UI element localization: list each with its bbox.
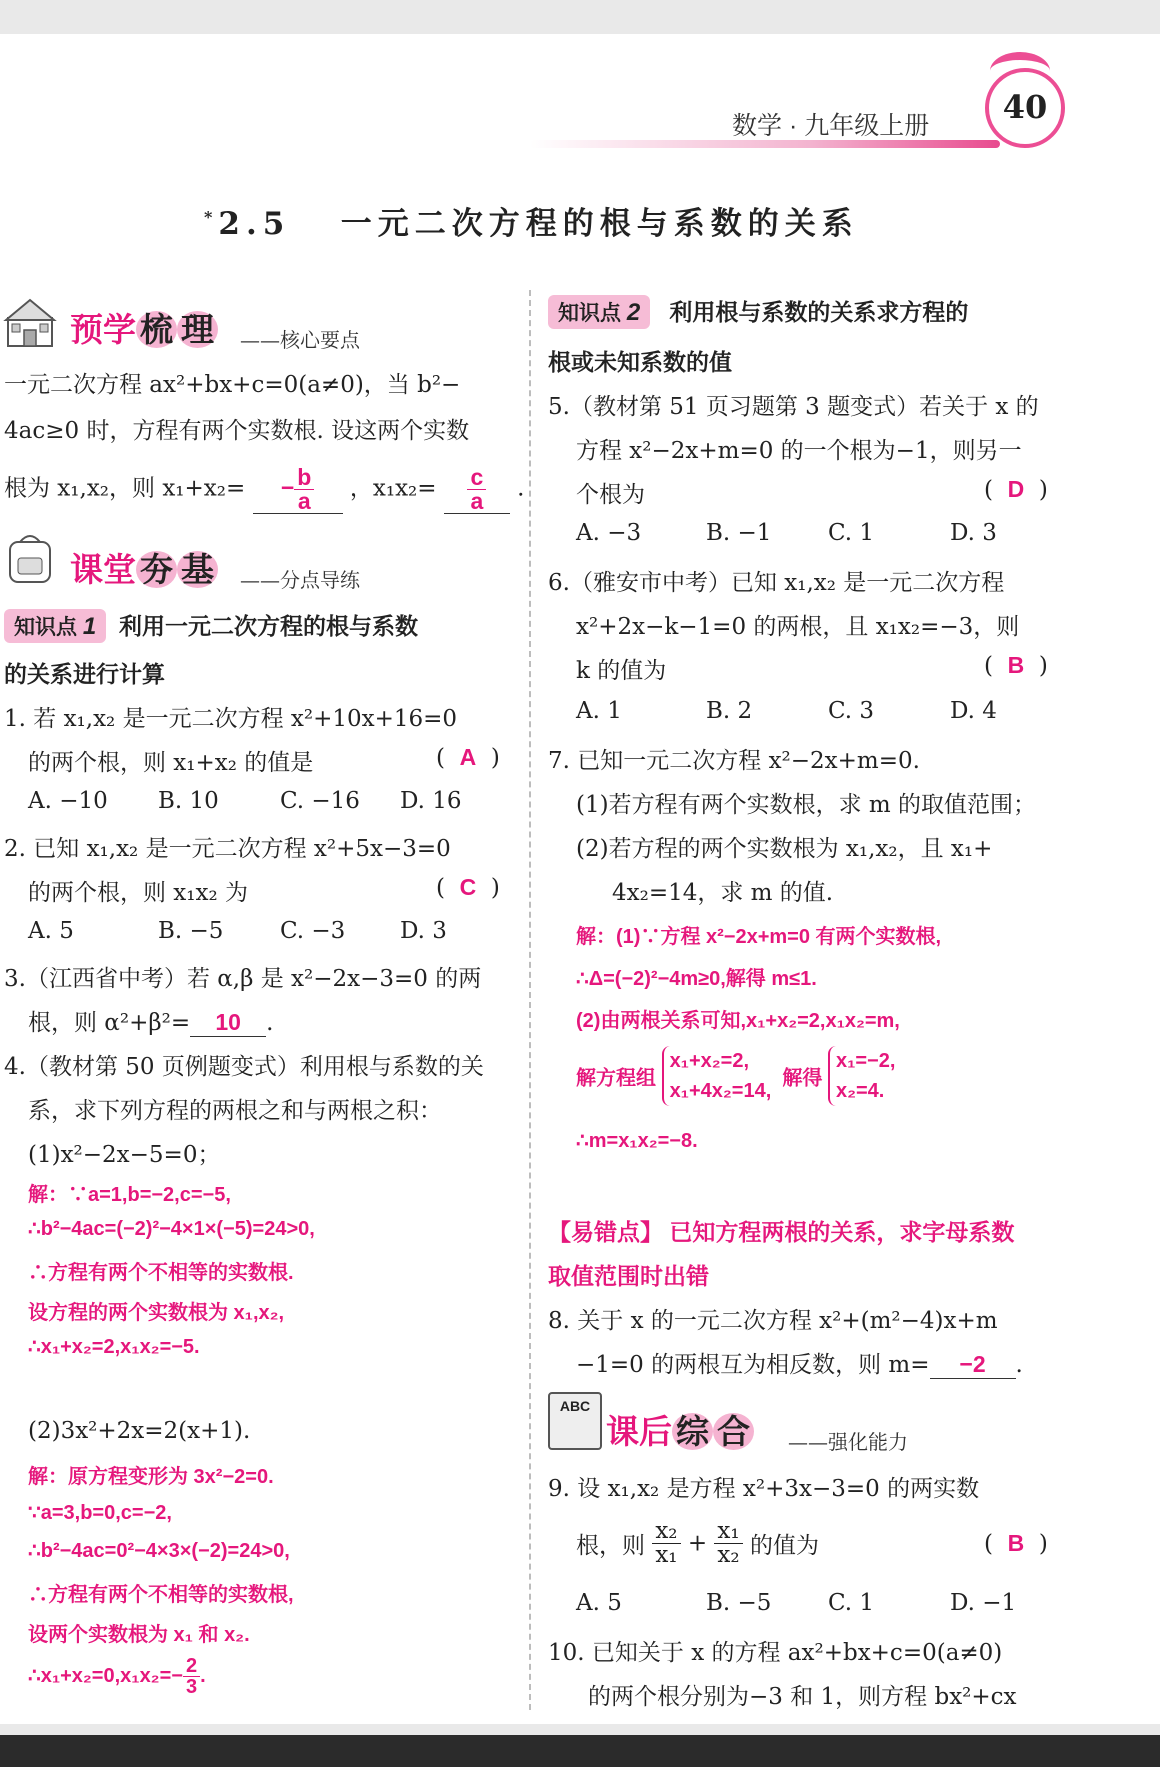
q5-option-c: C. 1 bbox=[828, 520, 875, 546]
q3-line2: 根，则 α²+β²= 10 . bbox=[28, 1009, 274, 1036]
answer-blank-sum: − $\frac{b}{a}$ bbox=[253, 466, 343, 514]
answer-blank-product: $\frac{c}{a}$ bbox=[444, 466, 510, 514]
kp2-title-line2: 根或未知系数的值 bbox=[548, 349, 732, 375]
common-mistake-line1: 【易错点】 已知方程两根的关系，求字母系数 bbox=[548, 1219, 1015, 1245]
q8-answer-blank: −2 bbox=[930, 1351, 1016, 1379]
q9-option-d: D. −1 bbox=[950, 1590, 1017, 1616]
q4-solution2-line1: 解：原方程变形为 3x²−2=0. bbox=[28, 1466, 274, 1488]
q6-line1: 6.（雅安市中考）已知 x₁,x₂ 是一元二次方程 bbox=[548, 570, 1005, 596]
page-number: 40 bbox=[985, 68, 1065, 148]
q6-option-d: D. 4 bbox=[950, 698, 997, 724]
q9-answer: ( B ) bbox=[984, 1530, 1048, 1557]
q1-option-a: A. −10 bbox=[28, 788, 108, 814]
bottom-bar bbox=[0, 1735, 1160, 1767]
preview-line-2: 4ac≥0 时，方程有两个实数根. 设这两个实数 bbox=[4, 418, 470, 444]
q4-solution1-line4: 设方程的两个实数根为 x₁,x₂, bbox=[28, 1302, 285, 1324]
classroom-banner: 课堂 夯 基 bbox=[70, 544, 218, 591]
q9-line2: 根，则 $\frac{\text{x₂}}{\text{x₁}}$ + $\frac{\text{x₁}}{\text{x₂}}$ 的值为 bbox=[576, 1518, 819, 1568]
q4-line2: 系，求下列方程的两根之和与两根之积： bbox=[28, 1098, 442, 1124]
system-brace-1: x₁+x₂=2, x₁+4x₂=14, bbox=[662, 1046, 772, 1106]
school-icon bbox=[2, 294, 58, 350]
q7-line3: (2)若方程的两个实数根为 x₁,x₂，且 x₁+ bbox=[576, 836, 993, 862]
q2-answer: ( C ) bbox=[436, 874, 500, 901]
q4-solution1-line3: ∴方程有两个不相等的实数根. bbox=[28, 1262, 294, 1284]
backpack-icon bbox=[2, 530, 58, 586]
q4-solution2-line4: ∴方程有两个不相等的实数根, bbox=[28, 1584, 294, 1606]
system-brace-2: x₁=−2, x₂=4. bbox=[828, 1046, 895, 1106]
q1-option-d: D. 16 bbox=[400, 788, 462, 814]
q4-solution2-line5: 设两个实数根为 x₁ 和 x₂. bbox=[28, 1624, 250, 1646]
q7-solution-line1: 解：(1)∵方程 x²−2x+m=0 有两个实数根, bbox=[576, 926, 942, 948]
kp2-tag: 知识点 2 bbox=[548, 295, 650, 329]
q4-part2: (2)3x²+2x=2(x+1). bbox=[28, 1418, 251, 1444]
section-title: *2.5 一元二次方程的根与系数的关系 bbox=[204, 206, 859, 242]
book-title: 数学 · 九年级上册 bbox=[732, 112, 930, 140]
q1-line1: 1. 若 x₁,x₂ 是一元二次方程 x²+10x+16=0 bbox=[4, 706, 458, 732]
abc-book-icon: ABC bbox=[548, 1392, 602, 1450]
q9-option-b: B. −5 bbox=[706, 1590, 772, 1616]
q7-line1: 7. 已知一元二次方程 x²−2x+m=0. bbox=[548, 748, 920, 774]
q1-option-c: C. −16 bbox=[280, 788, 360, 814]
preview-banner: 预学 梳 理 bbox=[70, 304, 218, 351]
q1-line2: 的两个根，则 x₁+x₂ 的值是 bbox=[28, 750, 314, 776]
q4-part1: (1)x²−2x−5=0； bbox=[28, 1142, 221, 1168]
q4-solution2-line6: ∴x₁+x₂=0,x₁x₂=− $\frac{2}{3}$ . bbox=[28, 1655, 206, 1698]
preview-line-1: 一元二次方程 ax²+bx+c=0(a≠0)，当 b²− bbox=[4, 372, 461, 398]
q5-option-b: B. −1 bbox=[706, 520, 772, 546]
q6-option-a: A. 1 bbox=[576, 698, 622, 724]
q4-line1: 4.（教材第 50 页例题变式）利用根与系数的关 bbox=[4, 1054, 484, 1080]
knowledge-point-1: 知识点 1 利用一元二次方程的根与系数 bbox=[4, 608, 418, 643]
q6-line3: k 的值为 bbox=[576, 658, 667, 684]
q9-option-a: A. 5 bbox=[576, 1590, 622, 1616]
q9-line1: 9. 设 x₁,x₂ 是方程 x²+3x−3=0 的两实数 bbox=[548, 1476, 980, 1502]
q8-line1: 8. 关于 x 的一元二次方程 x²+(m²−4)x+m bbox=[548, 1308, 998, 1334]
q7-line2: (1)若方程有两个实数根，求 m 的取值范围； bbox=[576, 792, 1037, 818]
common-mistake-line2: 取值范围时出错 bbox=[548, 1263, 709, 1289]
classroom-subtitle: ——分点导练 bbox=[240, 568, 360, 592]
q6-option-c: C. 3 bbox=[828, 698, 875, 724]
q7-solution-line2: ∴Δ=(−2)²−4m≥0,解得 m≤1. bbox=[576, 968, 817, 990]
q3-answer-blank: 10 bbox=[190, 1009, 266, 1037]
q5-line2: 方程 x²−2x+m=0 的一个根为−1，则另一 bbox=[576, 438, 1022, 464]
q2-option-b: B. −5 bbox=[158, 918, 224, 944]
q4-solution1-line2: ∴b²−4ac=(−2)²−4×1×(−5)=24>0, bbox=[28, 1218, 315, 1240]
q6-option-b: B. 2 bbox=[706, 698, 753, 724]
q6-line2: x²+2x−k−1=0 的两根，且 x₁x₂=−3，则 bbox=[576, 614, 1020, 640]
q2-option-c: C. −3 bbox=[280, 918, 346, 944]
q2-option-d: D. 3 bbox=[400, 918, 447, 944]
knowledge-point-2: 知识点 2 利用根与系数的关系求方程的 bbox=[548, 294, 968, 329]
q5-option-d: D. 3 bbox=[950, 520, 997, 546]
q1-option-b: B. 10 bbox=[158, 788, 219, 814]
q5-line3: 个根为 bbox=[576, 482, 645, 508]
kp1-tag: 知识点 1 bbox=[4, 609, 106, 643]
q10-line2: 的两个根分别为−3 和 1，则方程 bx²+cx bbox=[588, 1684, 1017, 1710]
preview-line-3: 根为 x₁,x₂，则 x₁+x₂= − $\frac{b}{a}$ ，x₁x₂= $\frac{c}{a}$ . bbox=[4, 464, 525, 514]
q5-line1: 5.（教材第 51 页习题第 3 题变式）若关于 x 的 bbox=[548, 394, 1039, 420]
q4-solution1-line1: 解：∵a=1,b=−2,c=−5, bbox=[28, 1184, 231, 1206]
after-class-banner: 课后 综 合 bbox=[606, 1406, 754, 1453]
q5-answer: ( D ) bbox=[984, 476, 1048, 503]
q9-option-c: C. 1 bbox=[828, 1590, 875, 1616]
kp1-title-line2: 的关系进行计算 bbox=[4, 661, 165, 687]
q4-solution2-line3: ∴b²−4ac=0²−4×3×(−2)=24>0, bbox=[28, 1540, 290, 1562]
q7-line4: 4x₂=14，求 m 的值. bbox=[612, 880, 834, 906]
q1-answer: ( A ) bbox=[436, 744, 500, 771]
preview-subtitle: ——核心要点 bbox=[240, 328, 360, 352]
column-divider bbox=[529, 290, 531, 1710]
q10-line1: 10. 已知关于 x 的方程 ax²+bx+c=0(a≠0) bbox=[548, 1640, 1003, 1666]
q6-answer: ( B ) bbox=[984, 652, 1048, 679]
q4-solution1-line5: ∴x₁+x₂=2,x₁x₂=−5. bbox=[28, 1336, 200, 1358]
q2-option-a: A. 5 bbox=[28, 918, 74, 944]
q7-solution-system: 解方程组 x₁+x₂=2, x₁+4x₂=14, 解得 x₁=−2, x₂=4. bbox=[576, 1046, 895, 1106]
q2-line1: 2. 已知 x₁,x₂ 是一元二次方程 x²+5x−3=0 bbox=[4, 836, 451, 862]
q7-solution-line3: (2)由两根关系可知,x₁+x₂=2,x₁x₂=m, bbox=[576, 1010, 900, 1032]
q4-solution2-line2: ∵a=3,b=0,c=−2, bbox=[28, 1502, 172, 1524]
q5-option-a: A. −3 bbox=[576, 520, 642, 546]
q7-solution-line4: ∴m=x₁x₂=−8. bbox=[576, 1130, 698, 1152]
q3-line1: 3.（江西省中考）若 α,β 是 x²−2x−3=0 的两 bbox=[4, 966, 482, 992]
q8-line2: −1=0 的两根互为相反数，则 m= −2 . bbox=[576, 1351, 1023, 1378]
q2-line2: 的两个根，则 x₁x₂ 为 bbox=[28, 880, 249, 906]
after-class-subtitle: ——强化能力 bbox=[788, 1430, 908, 1454]
